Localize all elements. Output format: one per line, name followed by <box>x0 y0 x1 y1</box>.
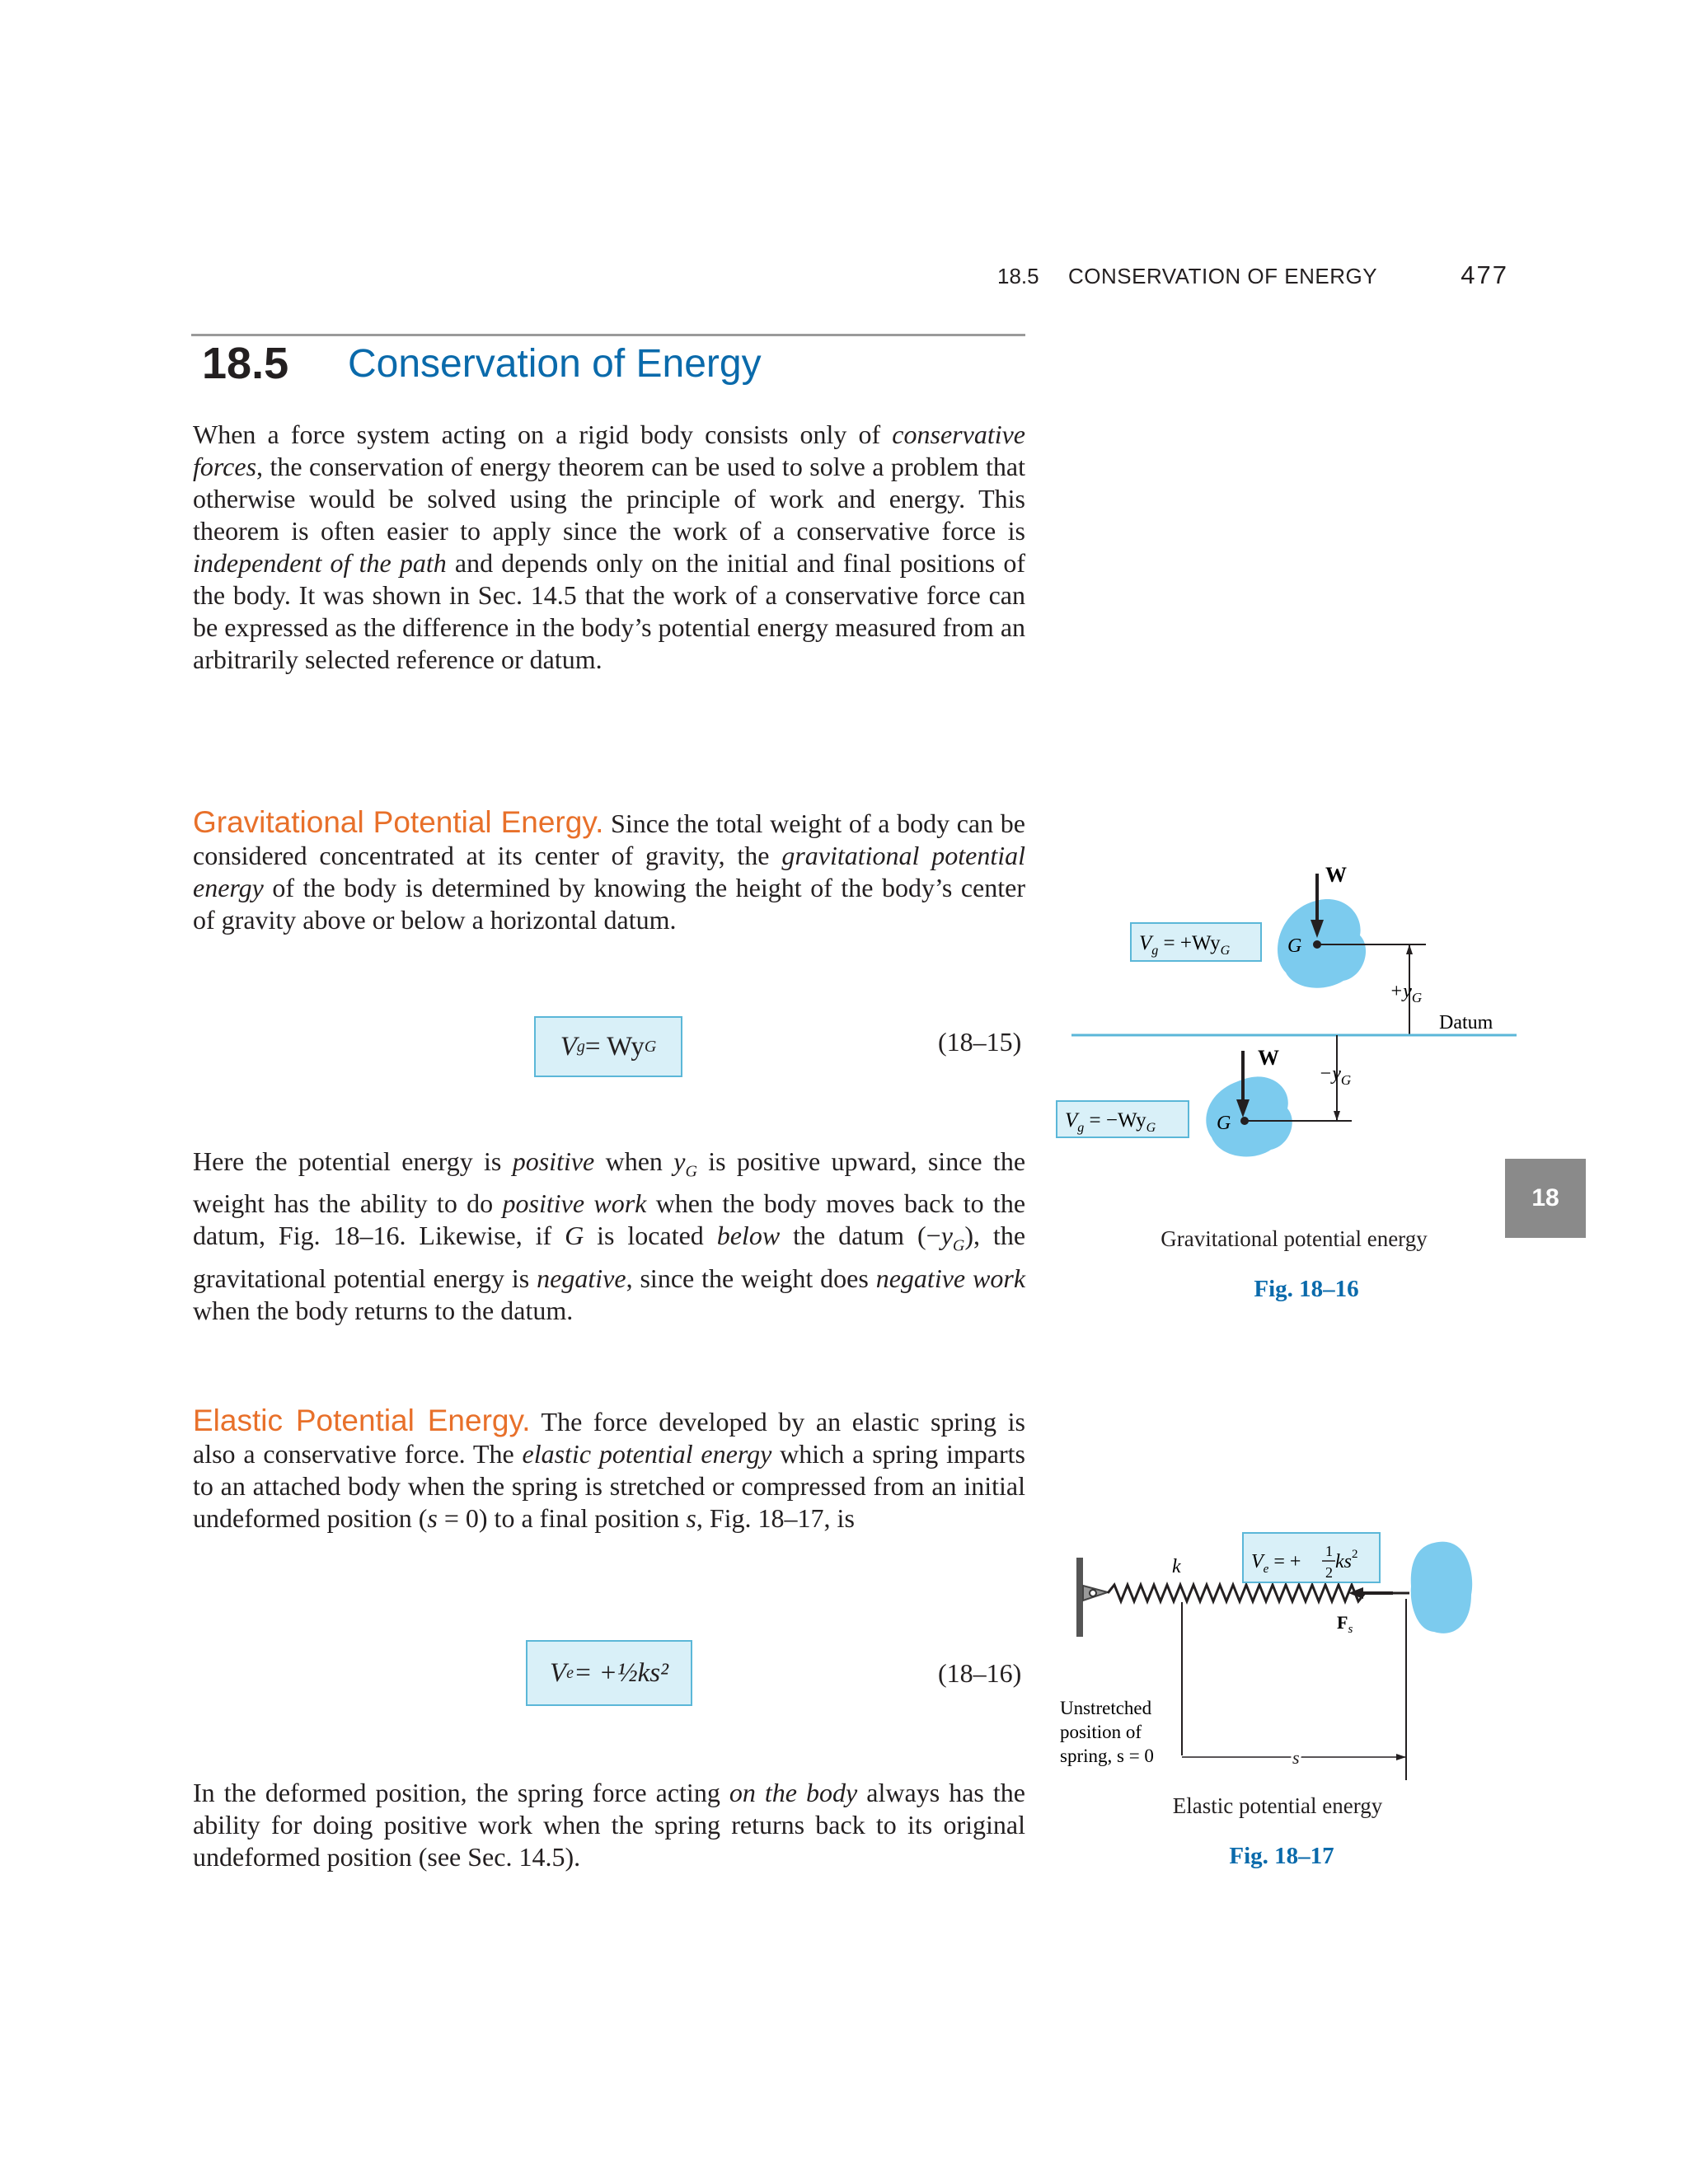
elastic-text-4: , Fig. 18–17, is <box>696 1503 855 1533</box>
lower-g-label: G <box>1217 1113 1231 1134</box>
eq-16-rhs: = +½ks² <box>574 1657 668 1688</box>
eq-15-rhs: = Wy <box>584 1031 645 1062</box>
gravitational-after-paragraph <box>193 1146 1025 1327</box>
grav-after-f: the datum (− <box>780 1221 941 1251</box>
eq-15-lhs: V <box>560 1031 577 1062</box>
upper-g-label: G <box>1287 935 1302 957</box>
eq-15-lhs-sub: g <box>576 1037 585 1056</box>
intro-text-1: When a force system acting on a rigid body consists only of <box>193 419 893 449</box>
grav-after-a-i: positive <box>512 1146 595 1176</box>
intro-paragraph <box>193 419 1025 676</box>
elastic-after-paragraph <box>193 1777 1025 1873</box>
fs-label: $F_s$ <box>1337 1612 1353 1636</box>
fig-18-16-label: Fig. 18–16 <box>1254 1276 1359 1302</box>
elastic-after-b: always has the ability for doing positive work when the spring returns back to its original undeformed position (see Sec. 14.5). <box>193 1778 1025 1872</box>
grav-after-d-i: G <box>565 1221 584 1251</box>
grav-text-1: Since the total weight of a body can be considered concentrated at its center of gravity, the <box>193 808 1026 870</box>
fig-18-17-caption: Elastic potential energy <box>1172 1793 1383 1818</box>
equation-18-16-box <box>526 1640 692 1706</box>
grav-after-h-i: negative work <box>875 1263 1026 1293</box>
intro-text-3: and depends only on the initial and final positions of the body. It was shown in Sec. 14.5 that the work of a conservative force can be expressed as the difference in the body’s potential energy measured from an arbitrarily selected reference or datum. <box>193 548 1026 674</box>
running-head-title: CONSERVATION OF ENERGY <box>1068 264 1378 288</box>
grav-after-b: when <box>594 1146 674 1176</box>
elastic-s-2: s <box>686 1503 696 1533</box>
fig17-frac-num: 1 <box>1325 1543 1333 1559</box>
upper-w-label: W <box>1325 863 1347 887</box>
elastic-text-2: which a spring imparts to an attached body when the spring is stretched or compressed from an initial undeformed position ( <box>193 1439 1026 1533</box>
equation-18-15-number: (18–15) <box>938 1027 1022 1057</box>
minus-y-label: $-y_G$ <box>1319 1063 1352 1088</box>
section-number: 18.5 <box>202 339 289 388</box>
fig17-frac-den: 2 <box>1325 1564 1333 1581</box>
elastic-paragraph <box>193 1404 1025 1535</box>
section-rule <box>191 334 1025 336</box>
elastic-italic-1: elastic potential energy <box>522 1439 772 1469</box>
unstretched-line-2: position of <box>1060 1722 1142 1742</box>
grav-after-c-i: positive work <box>502 1188 647 1219</box>
intro-text-2: , the conservation of energy theorem can be used to solve a problem that otherwise would be solved using the principle of work and energy. This theorem is often easier to apply since the work of a conservative force is <box>193 452 1025 546</box>
grav-after-e: is located <box>584 1221 717 1251</box>
wall <box>1076 1558 1083 1637</box>
unstretched-line-3: spring, s = 0 <box>1060 1746 1154 1766</box>
grav-after-c: is positive upward, since the weight has the ability to do <box>193 1146 1026 1219</box>
eq-16-lhs: V <box>550 1657 567 1688</box>
s-label: s <box>1292 1747 1300 1768</box>
grav-after-e-i: below <box>716 1221 781 1251</box>
gravitational-paragraph <box>193 806 1025 936</box>
elastic-s-1: s <box>427 1503 438 1533</box>
gravitational-heading: Gravitational Potential Energy. <box>193 805 604 839</box>
fig17-label-text: $V_e$ = + <box>1251 1551 1301 1576</box>
grav-italic-1: gravitational potential energy <box>193 841 1026 902</box>
unstretched-line-1: Unstretched <box>1060 1698 1152 1718</box>
elastic-text-3: = 0) to a final position <box>437 1503 687 1533</box>
running-head-section: 18.5 <box>997 264 1039 288</box>
grav-after-a: Here the potential energy is <box>193 1146 513 1176</box>
grav-after-g: ), the gravitational potential energy is <box>193 1221 1026 1293</box>
equation-18-15-box <box>534 1016 682 1077</box>
fig-18-16-caption: Gravitational potential energy <box>1160 1226 1428 1251</box>
plus-y-label: $+y_G$ <box>1390 981 1423 1005</box>
elastic-after-a: In the deformed position, the spring force acting <box>193 1778 729 1807</box>
grav-after-f-sub: G <box>952 1236 965 1255</box>
elastic-body-blob <box>1411 1542 1472 1633</box>
fig-18-17-label: Fig. 18–17 <box>1229 1843 1334 1869</box>
upper-label-text: $V_g = +Wy_G$ <box>1139 932 1231 958</box>
grav-after-g-i: negative <box>537 1263 626 1293</box>
lower-w-label: W <box>1258 1046 1279 1070</box>
grav-after-d: when the body moves back to the datum, Fig. 18–16. Likewise, if <box>193 1188 1026 1251</box>
elastic-text-1: The force developed by an elastic spring is also a conservative force. The <box>193 1407 1025 1469</box>
intro-italic-1: conservative forces <box>193 419 1025 481</box>
lower-g-point <box>1240 1117 1249 1125</box>
grav-after-b-sub: G <box>685 1162 697 1181</box>
equation-18-16-number: (18–16) <box>938 1658 1022 1688</box>
page-number: 477 <box>1461 260 1508 289</box>
grav-text-2: of the body is determined by knowing the height of the body’s center of gravity above or below a horizontal datum. <box>193 873 1025 935</box>
datum-label: Datum <box>1439 1012 1493 1033</box>
figure-18-17-diagram <box>1047 1508 1508 1821</box>
grav-after-f-y: y <box>940 1221 953 1251</box>
k-label: k <box>1172 1556 1181 1577</box>
intro-italic-2: independent of the path <box>193 548 447 578</box>
chapter-tab: 18 <box>1505 1159 1586 1238</box>
running-head <box>997 260 1508 293</box>
fig17-label-rhs: $ks^2$ <box>1335 1548 1358 1572</box>
elastic-heading: Elastic Potential Energy. <box>193 1404 531 1437</box>
elastic-after-a-i: on the body <box>729 1778 858 1807</box>
grav-after-h: , since the weight does <box>626 1263 876 1293</box>
lower-label-text: $V_g = -Wy_G$ <box>1065 1109 1156 1135</box>
grav-after-b-y: y <box>673 1146 686 1176</box>
eq-15-rhs-sub: G <box>644 1037 657 1056</box>
grav-after-i: when the body returns to the datum. <box>193 1295 574 1325</box>
eq-16-lhs-sub: e <box>566 1663 574 1682</box>
section-title: Conservation of Energy <box>348 342 762 386</box>
